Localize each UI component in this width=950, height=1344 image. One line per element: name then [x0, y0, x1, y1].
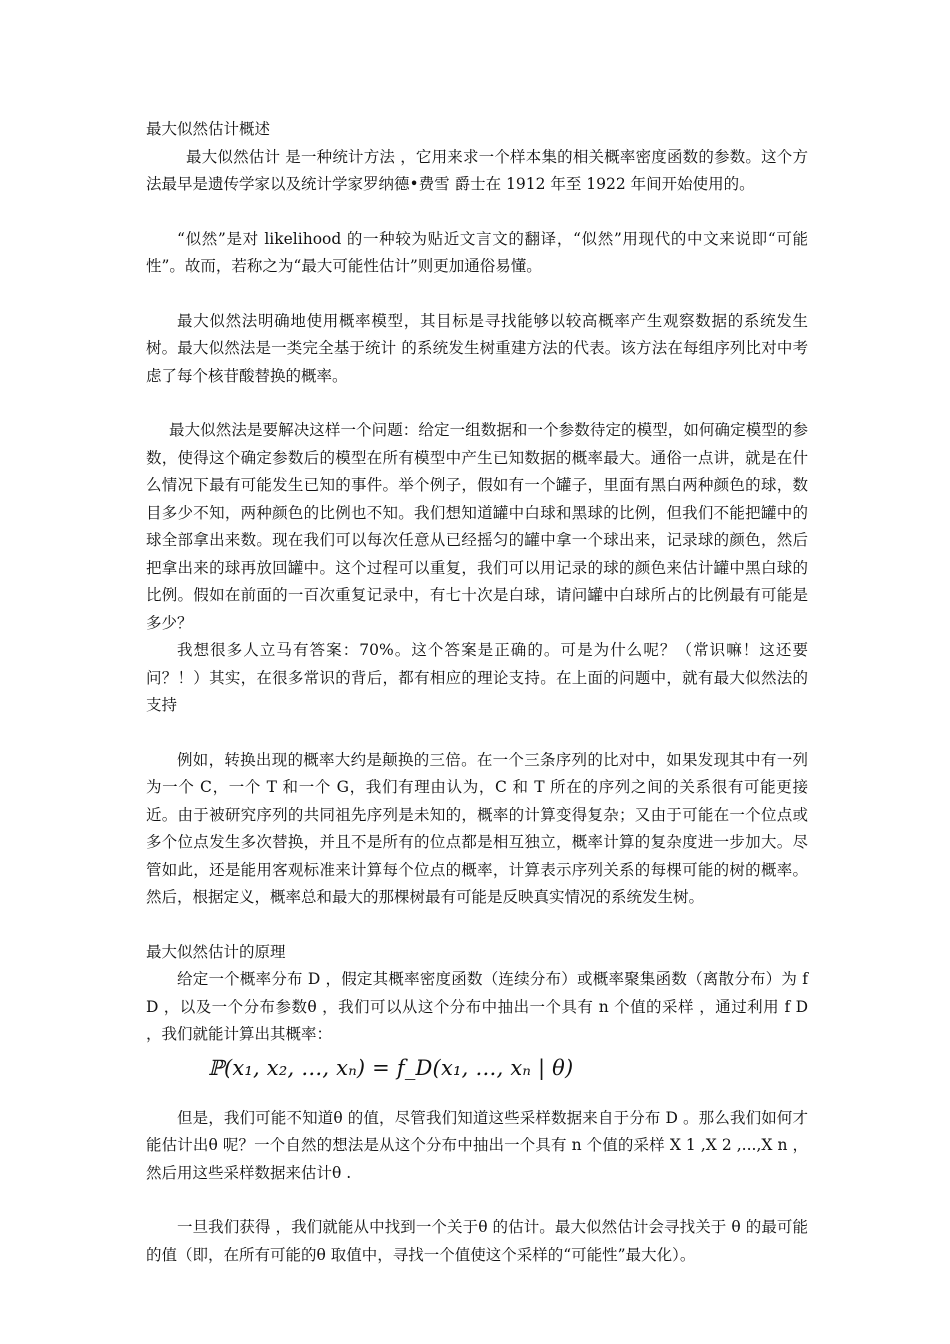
paragraph-mle-definition: 最大似然估计 是一种统计方法 ，它用来求一个样本集的相关概率密度函数的参数。这个方法最早是遗传学家以及统计学家罗纳德•费雪 爵士在 1912 年至 1922 年间开始使用的。 — [146, 147, 808, 193]
paragraph-unknown-theta: 但是，我们可能不知道θ 的值，尽管我们知道这些采样数据来自于分布 D 。那么我们如何才能估计出θ 呢？一个自然的想法是从这个分布中抽出一个具有 n 个值的采样 X 1 ,X 2 ,...,X n ，然后用这些采样数据来估计θ . — [146, 1108, 808, 1182]
paragraph-gap — [146, 720, 808, 747]
paragraph-likelihood-translation: “似然”是对 likelihood 的一种较为贴近文言文的翻译，“似然”用现代的中文来说即“可能性”。故而，若称之为“最大可能性估计”则更加通俗易懂。 — [146, 229, 808, 275]
paragraph-probability-model: 最大似然法明确地使用概率模型，其目标是寻找能够以较高概率产生观察数据的系统发生树。最大似然法是一类完全基于统计 的系统发生树重建方法的代表。该方法在每组序列比对中考虑了每个核苷酸替换的概率。 — [146, 311, 808, 385]
document-body — [146, 116, 808, 1269]
paragraph-distribution-setup: 给定一个概率分布 D ，假定其概率密度函数（连续分布）或概率聚集函数（离散分布）为 f D ，以及一个分布参数θ ，我们可以从这个分布中抽出一个具有 n 个值的采样 ，通过利用 f D ，我们就能计算出其概率： — [146, 970, 808, 1043]
paragraph-gap — [146, 912, 808, 939]
paragraph-gap — [146, 1187, 808, 1214]
paragraph-gap — [146, 281, 808, 308]
section-heading-principle: 最大似然估计的原理 — [146, 942, 286, 961]
paragraph-gap — [146, 199, 808, 226]
paragraph-common-sense: 我想很多人立马有答案：70%。这个答案是正确的。可是为什么呢？（常识嘛！这还要问？！）其实，在很多常识的背后，都有相应的理论支持。在上面的问题中，就有最大似然法的支持 — [146, 641, 808, 714]
section-heading-overview: 最大似然估计概述 — [146, 120, 271, 138]
paragraph-jar-example: 最大似然法是要解决这样一个问题：给定一组数据和一个参数待定的模型，如何确定模型的参数，使得这个确定参数后的模型在所有模型中产生已知数据的概率最大。通俗一点讲，就是在什么情况下最有可能发生已知的事件。举个例子，假如有一个罐子，里面有黑白两种颜色的球，数目多少不知，两种颜色的比例也不知。我们想知道罐中白球和黑球的比例，但我们不能把罐中的球全部拿出来数。现在我们可以每次任意从已经摇匀的罐中拿一个球出来，记录球的颜色，然后把拿出来的球再放回罐中。这个过程可以重复，我们可以用记录的球的颜色来估计罐中黑白球的比例。假如在前面的一百次重复记录中，有七十次是白球，请问罐中白球所占的比例最有可能是多少？ — [146, 421, 808, 632]
paragraph-gap — [146, 1093, 808, 1105]
paragraph-transition-example: 例如，转换出现的概率大约是颠换的三倍。在一个三条序列的比对中，如果发现其中有一列为一个 C，一个 T 和一个 G，我们有理由认为，C 和 T 所在的序列之间的关系很有可能更接近。由于被研究序列的共同祖先序列是未知的，概率的计算变得复杂；又由于可能在一个位点或多个位点发生多次替换，并且不是所有的位点都是相互独立，概率计算的复杂度进一步加大。尽管如此，还是能用客观标准来计算每个位点的概率，计算表示序列关系的每棵可能的树的概率。然后，根据定义，概率总和最大的那棵树最有可能是反映真实情况的系统发生树。 — [146, 750, 808, 906]
probability-formula: ℙ(x₁, x₂, …, xₙ) = f_D(x₁, …, xₙ | θ) — [208, 1055, 574, 1080]
paragraph-gap — [146, 390, 808, 417]
paragraph-estimate-theta: 一旦我们获得 ，我们就能从中找到一个关于θ 的估计。最大似然估计会寻找关于 θ 的最可能的值（即，在所有可能的θ 取值中，寻找一个值使这个采样的“可能性”最大化）。 — [146, 1218, 808, 1264]
